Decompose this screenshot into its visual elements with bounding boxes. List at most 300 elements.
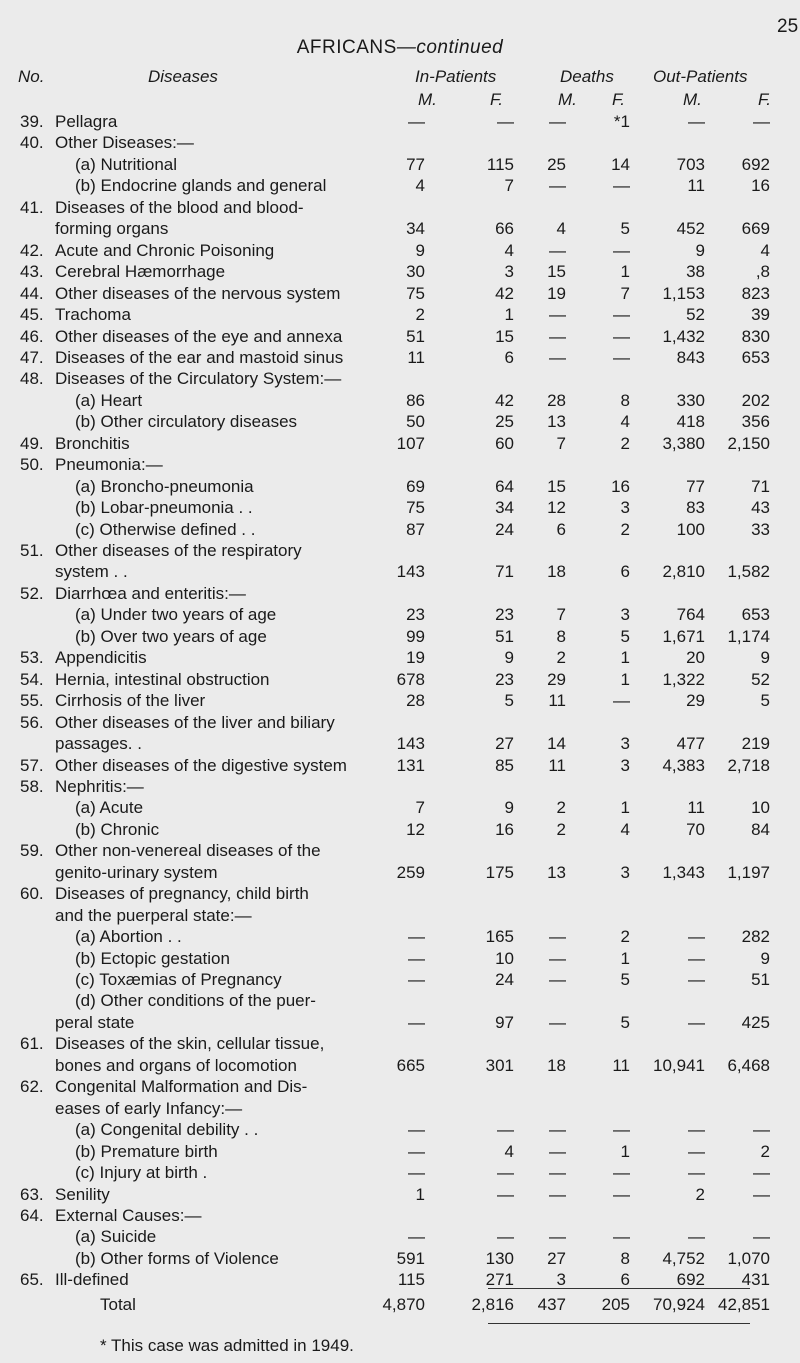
cell-out-f: — xyxy=(753,1120,770,1140)
sub-header-out-f: F. xyxy=(758,90,771,109)
cell-out-f: 51 xyxy=(751,970,770,989)
disease-label: (a) Broncho-pneumonia xyxy=(75,476,254,496)
total-rule-bottom xyxy=(488,1323,750,1324)
cell-death-f: 1 xyxy=(620,1141,630,1161)
cell-death-f: 205 xyxy=(601,1295,630,1314)
row-number: 55. xyxy=(20,691,44,711)
disease-label: forming organs xyxy=(55,219,169,239)
cell-out-m: 1,671 xyxy=(662,626,705,646)
footnote: * This case was admitted in 1949. xyxy=(100,1336,354,1355)
disease-label: Cerebral Hæmorrhage xyxy=(55,262,226,282)
cell-out-m: 330 xyxy=(676,390,705,410)
row-number: 53. xyxy=(20,648,44,668)
cell-death-m: 14 xyxy=(547,734,566,754)
cell-in-m: 30 xyxy=(406,262,425,282)
cell-in-f: — xyxy=(497,1227,514,1247)
cell-out-m: 11 xyxy=(687,798,705,818)
cell-out-m: 843 xyxy=(676,347,705,367)
table-row xyxy=(0,1099,800,1123)
row-number: 39. xyxy=(20,112,44,131)
cell-out-f: 1,174 xyxy=(727,626,770,646)
cell-out-f: 653 xyxy=(741,347,770,367)
cell-death-f: 1 xyxy=(620,262,630,282)
cell-in-m: 7 xyxy=(415,798,425,818)
cell-death-m: 2 xyxy=(556,819,566,839)
cell-out-f: 431 xyxy=(741,1270,770,1290)
cell-death-f: 1 xyxy=(620,798,630,818)
cell-death-f: — xyxy=(613,305,630,325)
cell-death-f: — xyxy=(613,176,630,196)
cell-death-f: 3 xyxy=(620,498,630,518)
cell-in-f: 23 xyxy=(495,605,514,625)
table-row xyxy=(0,584,800,608)
cell-out-f: 653 xyxy=(741,605,770,625)
cell-out-m: — xyxy=(688,112,705,131)
row-number: 57. xyxy=(20,755,44,775)
disease-label: (a) Acute xyxy=(75,798,144,818)
table-row xyxy=(0,133,800,157)
cell-in-f: 51 xyxy=(495,626,514,646)
cell-out-f: 282 xyxy=(741,927,770,947)
table-row xyxy=(0,1249,800,1273)
cell-death-f: — xyxy=(613,1227,630,1247)
table-row xyxy=(0,627,800,651)
cell-out-f: 1,197 xyxy=(727,862,770,882)
disease-label: External Causes:— xyxy=(55,1205,202,1225)
table-row xyxy=(0,327,800,351)
disease-label: (c) Injury at birth . xyxy=(75,1163,208,1183)
cell-death-m: 8 xyxy=(556,626,566,646)
cell-out-f: ,8 xyxy=(755,262,770,282)
cell-in-m: 28 xyxy=(406,691,425,711)
row-number: 59. xyxy=(20,841,44,861)
cell-in-m: 1 xyxy=(415,1184,425,1204)
cell-out-f: — xyxy=(753,1184,770,1204)
disease-label: Other diseases of the liver and biliary xyxy=(55,712,335,732)
cell-out-f: — xyxy=(753,1227,770,1247)
cell-out-f: 830 xyxy=(741,326,770,346)
cell-in-m: 11 xyxy=(407,347,425,367)
cell-out-m: 2,810 xyxy=(662,562,705,582)
disease-label: Cirrhosis of the liver xyxy=(55,691,206,711)
cell-out-f: 692 xyxy=(741,154,770,174)
cell-out-f: 669 xyxy=(741,219,770,239)
cell-death-f: 5 xyxy=(620,626,630,646)
table-row xyxy=(0,284,800,308)
cell-in-f: 34 xyxy=(495,498,514,518)
row-number: 47. xyxy=(20,347,44,367)
disease-label: eases of early Infancy:— xyxy=(55,1098,243,1118)
cell-out-f: 2 xyxy=(760,1141,770,1161)
cell-in-f: 24 xyxy=(495,519,514,539)
cell-in-f: 9 xyxy=(504,798,514,818)
cell-death-f: — xyxy=(613,691,630,711)
table-row xyxy=(0,241,800,265)
table-row xyxy=(0,112,800,136)
table-row xyxy=(0,927,800,951)
cell-out-f: 202 xyxy=(741,390,770,410)
cell-death-f: 8 xyxy=(620,1248,630,1268)
cell-out-f: — xyxy=(753,112,770,131)
cell-death-m: 7 xyxy=(556,433,566,453)
cell-in-f: 66 xyxy=(495,219,514,239)
cell-out-f: — xyxy=(753,1163,770,1183)
cell-death-f: 2 xyxy=(620,433,630,453)
row-number: 49. xyxy=(20,433,44,453)
row-number: 45. xyxy=(20,305,44,325)
cell-death-f: — xyxy=(613,347,630,367)
cell-death-m: — xyxy=(549,948,566,968)
disease-label: Trachoma xyxy=(55,305,131,325)
table-row xyxy=(0,369,800,393)
cell-death-m: 6 xyxy=(556,519,566,539)
cell-out-m: 83 xyxy=(686,498,705,518)
cell-in-f: 9 xyxy=(504,648,514,668)
row-number: 41. xyxy=(20,197,44,217)
cell-out-m: — xyxy=(688,1227,705,1247)
table-row xyxy=(0,434,800,458)
cell-in-m: — xyxy=(408,1227,425,1247)
cell-out-m: — xyxy=(688,1141,705,1161)
cell-in-f: 85 xyxy=(495,755,514,775)
disease-label: Pneumonia:— xyxy=(55,455,163,475)
cell-death-f: 1 xyxy=(620,948,630,968)
row-number: 51. xyxy=(20,541,44,560)
cell-in-m: 75 xyxy=(406,498,425,518)
sub-header-out-m: M. xyxy=(683,90,702,109)
cell-death-f: 8 xyxy=(620,390,630,410)
cell-out-m: 1,432 xyxy=(662,326,705,346)
cell-death-m: — xyxy=(549,1120,566,1140)
cell-death-m: 25 xyxy=(547,154,566,174)
cell-in-f: 175 xyxy=(485,862,514,882)
cell-out-m: 1,343 xyxy=(662,862,705,882)
cell-death-m: — xyxy=(549,176,566,196)
cell-out-f: 9 xyxy=(760,648,770,668)
cell-in-m: 69 xyxy=(406,476,425,496)
cell-out-m: 70,924 xyxy=(653,1295,705,1314)
table-row xyxy=(0,1163,800,1187)
cell-in-f: — xyxy=(497,112,514,131)
cell-out-f: 10 xyxy=(751,798,770,818)
cell-death-m: 437 xyxy=(537,1295,566,1314)
cell-in-m: — xyxy=(408,1163,425,1183)
cell-in-m: 99 xyxy=(406,626,425,646)
cell-out-m: — xyxy=(688,1120,705,1140)
row-number: 42. xyxy=(20,240,44,260)
cell-in-f: 42 xyxy=(495,283,514,303)
disease-label: Diseases of the ear and mastoid sinus xyxy=(55,347,344,367)
table-row xyxy=(0,949,800,973)
row-number: 50. xyxy=(20,455,44,475)
cell-in-m: — xyxy=(408,948,425,968)
cell-in-f: 60 xyxy=(495,433,514,453)
table-row xyxy=(0,348,800,372)
cell-in-m: — xyxy=(408,927,425,947)
cell-in-f: 130 xyxy=(485,1248,514,1268)
cell-death-f: — xyxy=(613,1163,630,1183)
cell-out-f: 5 xyxy=(760,691,770,711)
disease-label: Diseases of the skin, cellular tissue, xyxy=(55,1034,325,1054)
cell-out-f: 84 xyxy=(751,819,770,839)
cell-out-m: 4,383 xyxy=(662,755,705,775)
cell-in-f: 115 xyxy=(486,154,514,174)
table-row xyxy=(0,391,800,415)
cell-out-f: 71 xyxy=(751,476,770,496)
disease-label: (d) Other conditions of the puer- xyxy=(75,991,316,1011)
cell-out-m: — xyxy=(688,927,705,947)
cell-in-m: 87 xyxy=(406,519,425,539)
table-row xyxy=(0,756,800,780)
disease-label: Diseases of pregnancy, child birth xyxy=(55,884,309,904)
header-out-patients: Out-Patients xyxy=(653,67,748,86)
disease-label: (a) Heart xyxy=(75,390,143,410)
cell-out-f: 9 xyxy=(760,948,770,968)
cell-in-m: 143 xyxy=(396,734,425,754)
cell-in-m: 115 xyxy=(397,1270,425,1290)
disease-label: Hernia, intestinal obstruction xyxy=(55,669,270,689)
row-number: 63. xyxy=(20,1184,44,1204)
row-number: 58. xyxy=(20,776,44,796)
cell-out-m: 1,153 xyxy=(662,283,705,303)
cell-death-f: 5 xyxy=(620,1012,630,1032)
cell-death-f: — xyxy=(613,1120,630,1140)
cell-in-m: 678 xyxy=(396,669,425,689)
table-row xyxy=(0,841,800,865)
cell-in-m: — xyxy=(408,112,425,131)
cell-death-m: — xyxy=(549,347,566,367)
disease-label: Acute and Chronic Poisoning xyxy=(55,240,275,260)
cell-out-m: 38 xyxy=(686,262,705,282)
cell-out-m: 10,941 xyxy=(653,1055,705,1075)
cell-death-m: 2 xyxy=(556,648,566,668)
table-row xyxy=(0,498,800,522)
disease-label: bones and organs of locomotion xyxy=(55,1055,297,1075)
row-number: 48. xyxy=(20,369,44,389)
cell-in-f: 165 xyxy=(485,927,514,947)
disease-label: (a) Congenital debility . . xyxy=(75,1120,259,1140)
cell-in-f: 10 xyxy=(495,948,514,968)
cell-death-f: 3 xyxy=(620,734,630,754)
cell-death-f: *1 xyxy=(613,112,630,131)
cell-out-m: — xyxy=(688,948,705,968)
cell-in-m: 19 xyxy=(406,648,425,668)
disease-label: Diarrhœa and enteritis:— xyxy=(55,583,246,603)
disease-label: Congenital Malformation and Dis- xyxy=(55,1077,308,1097)
cell-in-m: 4 xyxy=(415,176,425,196)
cell-death-m: 29 xyxy=(547,669,566,689)
disease-label: Other diseases of the eye and annexa xyxy=(55,326,343,346)
cell-death-m: — xyxy=(549,1184,566,1204)
cell-out-f: 6,468 xyxy=(727,1055,770,1075)
cell-out-f: 356 xyxy=(741,412,770,432)
table-row xyxy=(0,820,800,844)
disease-label: (b) Over two years of age xyxy=(75,626,267,646)
cell-out-m: 77 xyxy=(686,476,705,496)
cell-in-m: 4,870 xyxy=(382,1295,425,1314)
table-row xyxy=(0,670,800,694)
disease-label: Senility xyxy=(55,1184,110,1204)
cell-out-m: — xyxy=(688,970,705,989)
row-number: 44. xyxy=(20,283,44,303)
sub-header-in-m: M. xyxy=(418,90,437,109)
cell-in-f: 271 xyxy=(485,1270,514,1290)
cell-in-f: 15 xyxy=(495,326,514,346)
cell-in-m: 2 xyxy=(415,305,425,325)
cell-out-f: 52 xyxy=(751,669,770,689)
disease-label: Appendicitis xyxy=(55,648,147,668)
cell-in-m: 86 xyxy=(406,390,425,410)
cell-death-m: 11 xyxy=(548,691,566,711)
cell-out-f: 2,150 xyxy=(727,433,770,453)
cell-death-m: 12 xyxy=(547,498,566,518)
cell-in-m: — xyxy=(408,1120,425,1140)
cell-death-f: — xyxy=(613,1184,630,1204)
cell-death-m: — xyxy=(549,970,566,989)
cell-out-m: 3,380 xyxy=(662,433,705,453)
disease-label: Other diseases of the digestive system xyxy=(55,755,347,775)
cell-death-m: — xyxy=(549,1012,566,1032)
cell-in-m: 259 xyxy=(396,862,425,882)
table-row xyxy=(0,1077,800,1101)
cell-death-m: — xyxy=(549,112,566,131)
cell-death-f: 3 xyxy=(620,605,630,625)
table-row xyxy=(0,798,800,822)
disease-label: and the puerperal state:— xyxy=(55,905,252,925)
disease-label: (a) Nutritional xyxy=(75,154,178,174)
table-row xyxy=(0,262,800,286)
cell-out-m: 52 xyxy=(686,305,705,325)
cell-death-m: — xyxy=(549,927,566,947)
cell-out-m: 764 xyxy=(676,605,705,625)
row-number: 54. xyxy=(20,669,44,689)
disease-label: Pellagra xyxy=(55,112,118,131)
total-row xyxy=(0,1295,800,1319)
cell-out-m: 1,322 xyxy=(662,669,705,689)
table-row xyxy=(0,176,800,200)
cell-out-m: 418 xyxy=(676,412,705,432)
total-rule-top xyxy=(488,1288,750,1289)
cell-death-m: 4 xyxy=(556,219,566,239)
disease-label: Other Diseases:— xyxy=(55,133,194,153)
disease-label: (a) Abortion . . xyxy=(75,927,182,947)
table-row xyxy=(0,1056,800,1080)
cell-out-m: — xyxy=(688,1163,705,1183)
cell-in-m: 143 xyxy=(396,562,425,582)
cell-in-m: 50 xyxy=(406,412,425,432)
table-row xyxy=(0,777,800,801)
sub-header-death-f: F. xyxy=(612,90,625,109)
cell-out-m: 452 xyxy=(676,219,705,239)
table-row xyxy=(0,198,800,222)
row-number: 43. xyxy=(20,262,44,282)
cell-in-m: 23 xyxy=(406,605,425,625)
table-row xyxy=(0,1142,800,1166)
cell-death-m: 15 xyxy=(547,476,566,496)
table-row xyxy=(0,884,800,908)
header-no: No. xyxy=(18,67,45,86)
cell-in-f: 5 xyxy=(504,691,514,711)
cell-in-m: — xyxy=(408,1141,425,1161)
cell-death-f: 4 xyxy=(620,819,630,839)
cell-in-f: 97 xyxy=(495,1012,514,1032)
table-row xyxy=(0,1034,800,1058)
cell-death-m: — xyxy=(549,240,566,260)
cell-death-m: 19 xyxy=(547,283,566,303)
title-main: AFRICANS xyxy=(296,37,397,58)
disease-label: (b) Lobar-pneumonia . . xyxy=(75,498,253,518)
row-number: 62. xyxy=(20,1077,44,1097)
disease-label: peral state xyxy=(55,1012,135,1032)
cell-out-f: 2,718 xyxy=(727,755,770,775)
cell-out-m: 692 xyxy=(676,1270,705,1290)
cell-in-m: 12 xyxy=(406,819,425,839)
cell-death-m: 28 xyxy=(547,390,566,410)
cell-death-m: — xyxy=(549,1163,566,1183)
disease-label: (b) Ectopic gestation xyxy=(75,948,230,968)
table-row xyxy=(0,991,800,1015)
cell-out-f: 39 xyxy=(751,305,770,325)
disease-label: Other non-venereal diseases of the xyxy=(55,841,321,861)
cell-out-m: 477 xyxy=(676,734,705,754)
table-row xyxy=(0,691,800,715)
cell-in-m: — xyxy=(408,970,425,989)
cell-in-m: 591 xyxy=(396,1248,425,1268)
disease-label: (c) Toxæmias of Pregnancy xyxy=(75,970,282,989)
cell-in-m: 665 xyxy=(396,1055,425,1075)
header-in-patients: In-Patients xyxy=(415,67,497,86)
cell-death-m: 13 xyxy=(547,412,566,432)
cell-in-f: 4 xyxy=(504,1141,514,1161)
cell-out-f: 4 xyxy=(760,240,770,260)
cell-death-f: 6 xyxy=(620,1270,630,1290)
disease-label: Bronchitis xyxy=(55,433,130,453)
cell-out-m: 4,752 xyxy=(662,1248,705,1268)
sub-header-in-f: F. xyxy=(490,90,503,109)
cell-in-f: 301 xyxy=(485,1055,514,1075)
sub-header-death-m: M. xyxy=(558,90,577,109)
disease-label: (b) Endocrine glands and general xyxy=(75,176,327,196)
table-row xyxy=(0,155,800,179)
table-row xyxy=(0,477,800,501)
total-label: Total xyxy=(100,1295,136,1314)
row-number: 60. xyxy=(20,884,44,904)
cell-in-f: 64 xyxy=(495,476,514,496)
cell-out-m: 20 xyxy=(686,648,705,668)
cell-in-m: 77 xyxy=(406,154,425,174)
cell-death-m: 11 xyxy=(548,755,566,775)
cell-death-f: 5 xyxy=(620,970,630,989)
cell-out-f: 1,070 xyxy=(727,1248,770,1268)
row-number: 64. xyxy=(20,1205,44,1225)
cell-death-f: 1 xyxy=(620,669,630,689)
table-row xyxy=(0,219,800,243)
cell-in-m: 75 xyxy=(406,283,425,303)
header-diseases: Diseases xyxy=(148,67,218,86)
cell-in-f: — xyxy=(497,1184,514,1204)
table-row xyxy=(0,906,800,930)
cell-death-m: 27 xyxy=(547,1248,566,1268)
disease-label: (b) Other forms of Violence xyxy=(75,1248,279,1268)
table-row xyxy=(0,863,800,887)
table-row xyxy=(0,305,800,329)
header-deaths: Deaths xyxy=(560,67,614,86)
page-number: 25 xyxy=(777,16,799,37)
table-row xyxy=(0,970,800,994)
cell-death-m: — xyxy=(549,1141,566,1161)
cell-in-f: 71 xyxy=(495,562,514,582)
cell-out-f: 219 xyxy=(741,734,770,754)
